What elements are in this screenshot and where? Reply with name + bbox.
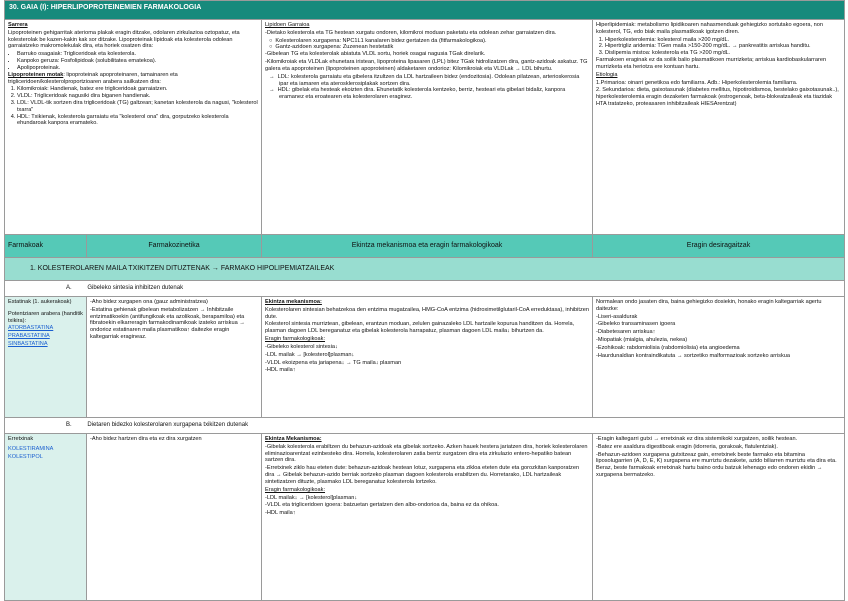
list-item: 3. Dislipemia mistoa: kolesterola eta TG >200 mg/dL. — [605, 50, 841, 57]
page-title: 30. GAIA (I): HIPERLIPOPROTEINEMIEN FARMAKOLOGIA — [5, 1, 845, 20]
etiology-heading: Etiologia — [596, 71, 618, 78]
transport-heading: Lipidoen Garraioa — [265, 22, 310, 28]
effect-item: -VLDL eta trigliceridoen igoera: batzuetan gertatzen den albo-ondorioa da, baina ez da ohikoa. — [265, 502, 499, 509]
adverse-item: -Gibeleko transaminasen igoera — [596, 321, 676, 328]
effects-heading: Eragin farmakologikoak: — [265, 336, 326, 343]
adverse-item: Normalean ondo jasaten dira, baina gehiegizko dosiekin, honako eragin kaltegarriak agertu daitezke: — [596, 299, 822, 312]
drug-potency-label: Potentziaren arabera (handitik txikira): — [8, 310, 83, 324]
hyperlipidemia-list — [596, 37, 841, 57]
list-item: • Apolipoproteinak. — [17, 65, 258, 72]
list-item: 1. Kilomikroiak: Handienak, batez ere trigliceridoak garraiatzen. — [17, 86, 258, 93]
list-item: 2. Hipertrigliz aridemia: TGen maila >150-200 mg/dL. → pankreatitis arriskua handitu. — [605, 43, 841, 50]
list-item: 2. VLDL: Trigliceridoak nagusiki dira biganen handienak. — [17, 93, 258, 100]
effect-item: -VLDL ekoizpena eta jariapena↓ → TG maila↓ plasman — [265, 359, 402, 366]
transport-paragraph: -Gibelean TG eta kolesterolak abiatuta VLDL sortu, horiek osagai nagusia TGak direlarik. — [265, 51, 486, 58]
intro-bullet-list — [8, 51, 258, 71]
group-a-letter: A. — [66, 284, 72, 291]
adverse-item: -Liseri-asaldurak — [596, 313, 638, 320]
pk-text: -Aho bidez xurgapen ona (gauz administratzea) — [90, 299, 208, 305]
lipoprotein-list — [8, 86, 258, 127]
hyperlipidemia-paragraph: Hiperlipidemiak: metabolismo lipidikoaren nahasmenduak gehiegizko sortutako egoera, non kolesterol, TG, edo biak maila plasmatikoak igotzen diren. — [596, 22, 823, 35]
intro-heading-types: Lipoproteinen motak — [8, 71, 64, 78]
adverse-item: -Haurdunaldian kontraindikatuta → sortzetiko malformazioak sortzeko arriskua — [596, 352, 791, 359]
list-item: ○ Kolesterolaren xurgapena: NPC1L1 kanalaren bidez gertatzen da (fitfarmakologikoa). — [277, 38, 589, 45]
drug-name: KOLESTIRAMINA — [8, 445, 54, 452]
group-a-content-row — [5, 297, 845, 418]
mechanism-text: -Erretxinek ziklo hau eteten dute: behazun-azidoak hestean lotuz, xurgapena eta zikloa eteten dute eta gorozkitan kanporatzen dira → Gibelak behazun-azido berriak sortzeko plasman dagoen kolesterola erabiltzen du. Horretarako, LDL hartzaileak sintetizatzen dituzte, plasmako LDL bereganatuz kolesterola lortzeko. — [265, 465, 580, 485]
mechanism-text: Kolesterolaren sintesian behatzekoa den entzima mugatzailea, HMG-CoA entzima (hidroximetilglutaril-CoA erreduktasa), inhibitzen dute. — [265, 306, 589, 320]
effect-item: -LDL mailak↓ → [kolesterol]plasman↓ — [265, 494, 358, 501]
list-item: 4. HDL: Txikienak, kolesterola garraiatu eta "kolesterol ona" dira, gorputzeko kolesterola ehundaroak kanpora eramateko. — [17, 114, 258, 128]
list-item: → LDL: kolesterola garraiatu eta gibelera itzultzen da LDL hartzaileen bidez (endozitosia). Odolean pilatzean, arterioskerosia ipar eta iamaren eta aterosklerosiplakak sortzen dira. — [279, 74, 589, 88]
intro-col-3 — [593, 20, 845, 235]
group-a-pharmacokinetics-cell — [87, 297, 262, 418]
effect-item: -Gibeleko kolesterol sintesia↓ — [265, 343, 338, 350]
transport-arrow-list — [265, 74, 589, 101]
list-item: ○ Gantz-azidoen xurgapena: Zuzenean hestetatik — [277, 44, 589, 51]
etiology-paragraph: 2. Sekundarioa: dieta, gaixotasunak (diabetes mellitus, hipotiroidismoa, bestelako gaixotasunak..), hiperkolesterolemia eragin dezaketen farmakoak (estrogenoak, beta-blokeatzaileak eta tiazidak HTA tratatzeko, proteasaren inhibitzaileak HIESArentzat) — [596, 87, 839, 107]
adverse-item: -Diabetesaren arriskua↑ — [596, 329, 656, 336]
drug-name: ATORBASTATINA — [8, 325, 54, 332]
intro-col-2 — [262, 20, 593, 235]
adverse-item: -Batez ere asaldura digestiboak eragin (idorreria, gorakoak, flatulentziak). — [596, 443, 778, 450]
transport-paragraph: -Kilomikroiak eta VLDLak ehunetara iristean, lipoproteina lipasaren (LPL) bitez TGak hidrolizatzen dira, gantz-azidoak askatuz. TG galera eta apoproteinen (lipoproteinen apoproteinen) aldaketaren ondorioz: Kilomikroiak eta VLDLak → LDL bihurtu. — [265, 59, 588, 72]
mechanism-heading: Ekintza Mekanismoa: — [265, 436, 322, 442]
drug-class-name: Estatinak (1. aukerakoak) — [8, 299, 72, 305]
list-item: • Kanpoko geruza: Fosfolipidoak (solubilitatea ematekoa). — [17, 58, 258, 65]
adverse-item: -Ezohikoak: rabdomiolisia (rabdomiolisia) eta angioedema — [596, 344, 740, 351]
group-a-adverse-cell — [593, 297, 845, 418]
effect-item: -HDL maila↑ — [265, 367, 296, 374]
intro-row — [5, 20, 845, 235]
adverse-item: -Behazun-azidoen xurgapena gutxitzeaz gain, erretxinek beste farmako eta bitamina liposolugarrien (A, D, E, K) xurgapena ere murriztu dezakete, azido biliarren murriztu eta dira eta. Beraz, beste farmakoak erretxinak hartu baino ordu batzuk lehenago edo ondoren ekidin → xurgapena bermatzeko. — [596, 451, 837, 479]
etiology-paragraph: 1.Primarioa: oinarri genetikoa edo familiarra. Adb.: Hiperkolesterolemia familiarra. — [596, 79, 798, 86]
group-a-mechanism-cell — [262, 297, 593, 418]
group-b-pharmacokinetics-cell — [87, 434, 262, 601]
intro-heading-sarrera: Sarrera — [8, 22, 28, 28]
header-farmakoak: Farmakoak — [5, 235, 87, 258]
statin-list — [8, 325, 83, 347]
header-eragin: Eragin desiragaitzak — [593, 235, 845, 258]
group-b-adverse-cell — [593, 434, 845, 601]
title-row — [5, 1, 845, 20]
effects-heading: Eragin farmakologikoak: — [265, 486, 326, 493]
list-item: → HDL: gibelak eta hesteak ekoizten dira. Ehunetatik kolesterola kentzeko, berriz, hesteari eta gibelari bidaliz, kanpora eramanez eta eroatearen eta kolesterolaren eraginez. — [279, 87, 589, 101]
transport-sublist — [265, 38, 589, 52]
section-title — [5, 258, 845, 281]
section-title-text: KOLESTEROLAREN MAILA TXIKITZEN DITUZTENAK → FARMAKO HIPOLIPEMIATZAILEAK — [37, 264, 335, 272]
group-b-mechanism-cell — [262, 434, 593, 601]
section-number: 1. — [30, 264, 36, 272]
group-b-title — [5, 418, 845, 434]
header-farmakozinetika: Farmakozinetika — [87, 235, 262, 258]
effect-item: -HDL maila↑ — [265, 510, 296, 517]
adverse-item: -Miopatiak (mialgia, ahulezia, nekea) — [596, 337, 688, 344]
header-ekintza: Ekintza mekanismoa eta eragin farmakologikoak — [262, 235, 593, 258]
pk-text: -Aho bidez hartzen dira eta ez dira xurgatzen — [90, 436, 202, 442]
group-b-title-text: Dietaren bidezko kolesterolaren xurgapena txikitzen dutenak — [87, 421, 249, 428]
intro-paragraph: Lipoproteinen gehigarritak aterioma plakak eragin ditzake, odolaren zirkulazioa oztopatuz, eta kolesterolak be kazen-kakin kak sor ditzake. Lipoproteinak lipidoak eta kolesterola odolean garraiatzeko makromolekulak dira, eta horiek osatzen dira: — [8, 29, 240, 50]
pharmacology-table — [4, 0, 845, 601]
mechanism-heading: Ekintza mekanismoa: — [265, 299, 322, 305]
drug-class-name: Erretxinak — [8, 436, 34, 442]
list-item: • Barruko osagaiak: Trigliceridoak eta kolesterola. — [17, 51, 258, 58]
section-row — [5, 258, 845, 281]
intro-types-text: : lipoproteinak apoproteinaren, tamainaren eta trigliceridoen/kolesterolproportzioaren arabera sailkatzen dira: — [8, 71, 178, 85]
drug-name: SINBASTATINA — [8, 341, 48, 348]
group-b-drugs-cell — [5, 434, 87, 601]
adverse-item: -Eragin kaltegarri gutxi → erretxinak ez dira sistemikoki xurgatzen, soilik hestean. — [596, 436, 798, 442]
group-b-content-row — [5, 434, 845, 601]
table-header-row — [5, 235, 845, 258]
group-a-title-text: Gibeleko sintesia inhibitzen dutenak — [87, 284, 184, 291]
group-a-drugs-cell — [5, 297, 87, 418]
group-a-title — [5, 281, 845, 297]
hyperlipidemia-paragraph: Farmakoen eraginak ez da soilik balio plasmatikoen murrizketa; arriskua kardiobaskularraren murrizketa eta heriotza ere kontuan hartu. — [596, 57, 827, 70]
intro-paragraph-types — [8, 72, 258, 86]
intro-col-1 — [5, 20, 262, 235]
mechanism-text: -Gibelak kolesterola erabiltzen du behazun-azidoak eta gibelak sortzeko. Azken hauek hestera jariatzen dira, horiek kolesterolaren eliminazioarentzat ezinbesteko dira. Horrela, kolesterolaren zatia berriz xurgatzen dira eta zirkulazio entero-hepatiko batean sartzen dira. — [265, 443, 588, 464]
list-item: 3. LDL: VLDL-tik sortzen dira trigliceridoak (TG) galtzean; kanetan kolesterola da nagusi, "kolesterol txarra" — [17, 100, 258, 114]
effect-item: -LDL mailak → [kolesterol]plasman↓ — [265, 351, 355, 358]
pk-text: -Estatina gehienak gibelean metabolizatzen → Inhibitzaile entzimatikoekin (antifungikoak eta azolikoak, berapamiloa) eta fibratoekin elkarreragin farmakodinamikoak izateko arriskua → ondorioz estatinaren maila plasmatikoa↑ daitezke eragin kaltegarriak eragineaz. — [90, 306, 245, 341]
transport-paragraph: -Dietako kolesterola eta TG hestean xurgatu ondoren, kilomikroi moduan paketatu eta odolean zehar garraiatzen dira. — [265, 29, 557, 36]
drug-name: PRABASTATINA — [8, 333, 50, 340]
group-b-row — [5, 418, 845, 434]
list-item: 1. Hiperkolesterolemia: kolesterol maila >200 mg/dL. — [605, 37, 841, 44]
mechanism-text: Kolesterol sintesia murriztean, gibelean, erantzun moduan, zelulen gainazaleko LDL hartzaile kopurua handitzen da. Horrela, plasman dagoen LDL bereganatuz eta gibelak kolesterola harrapatuz, plasman dagoen LDL maila↓ bihurtzen da. — [265, 321, 575, 335]
resin-list — [8, 446, 83, 461]
group-b-letter: B. — [66, 421, 72, 428]
drug-name: KOLESTIPOL — [8, 453, 43, 460]
group-a-row — [5, 281, 845, 297]
